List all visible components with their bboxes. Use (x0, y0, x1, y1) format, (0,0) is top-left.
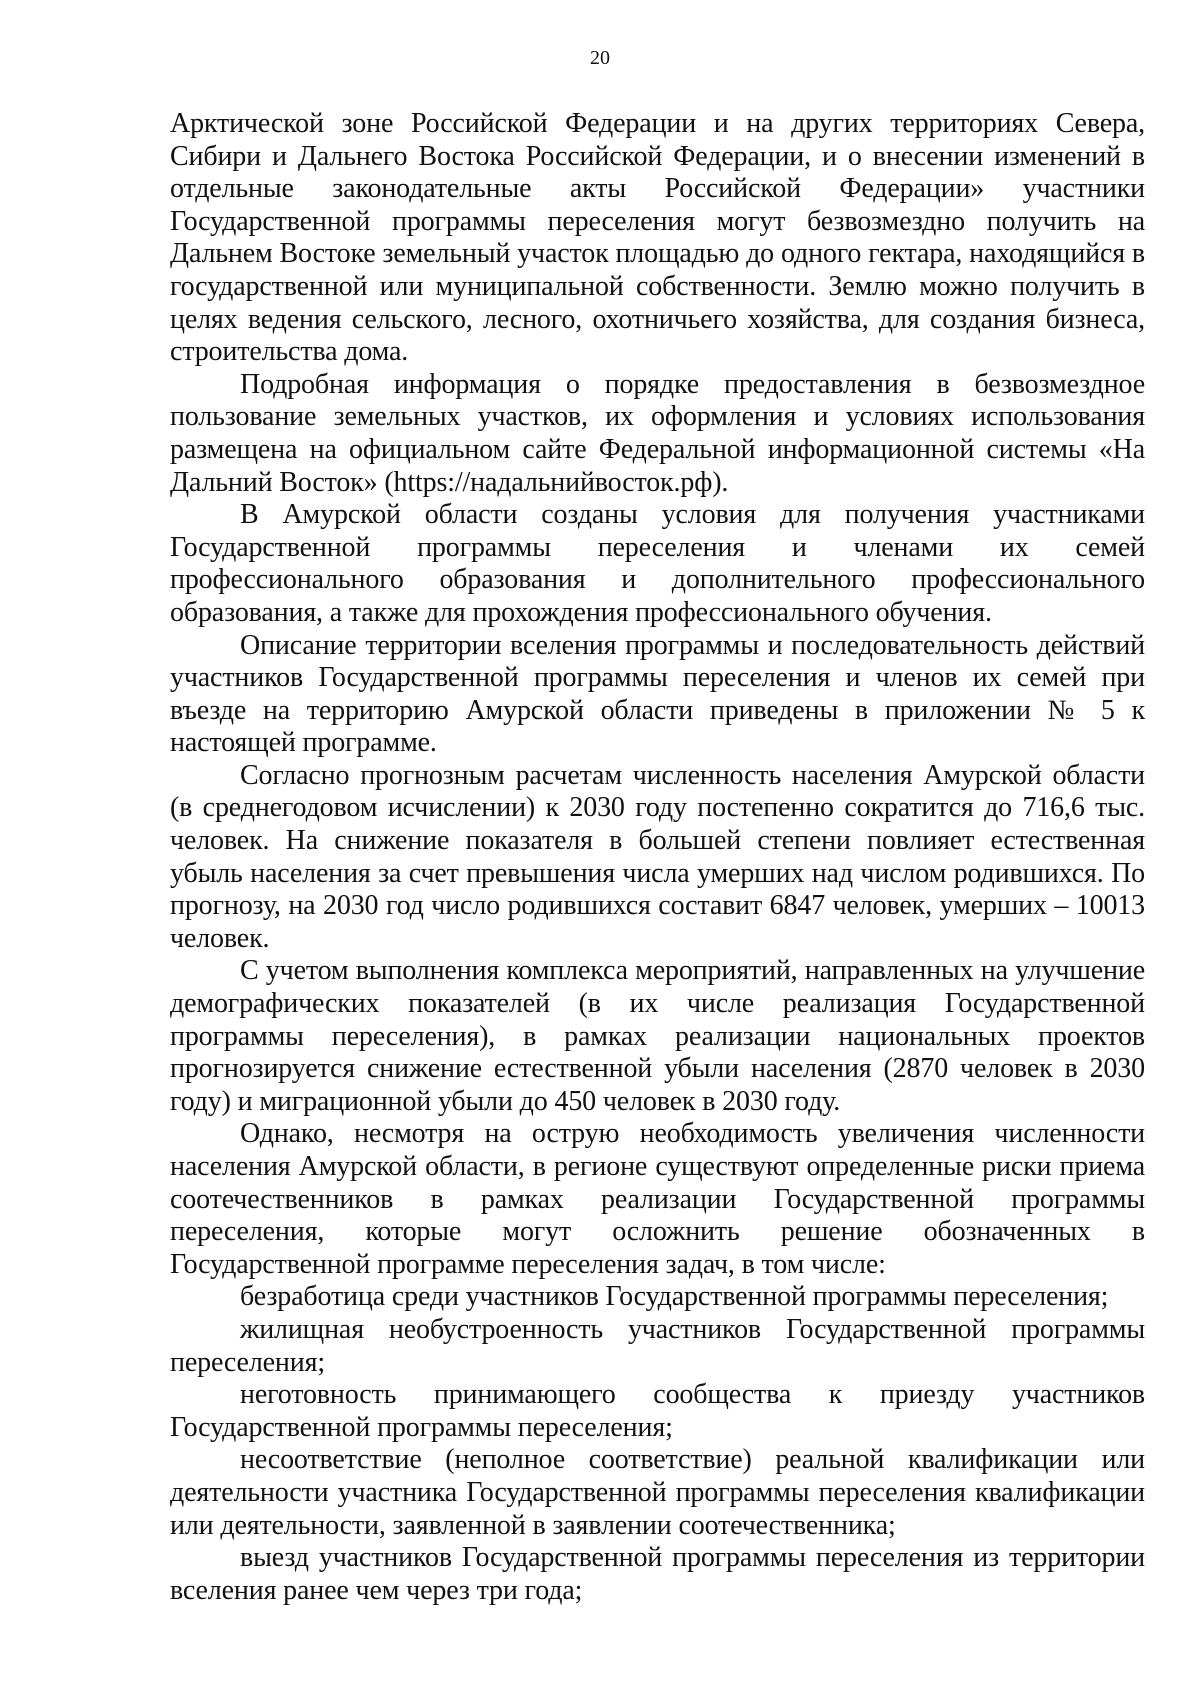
paragraph-population-forecast: Согласно прогнозным расчетам численность населения Амурской области (в среднегодовом исчислении) к 2030 году постепенно сократится до 716,6 тыс. человек. На снижение показателя в большей степени повлияет естественная убыль населения за счет превышения числа умерших над числом родившихся. По прогнозу, на 2030 год число родившихся составит 6847 человек, умерших – 10013 человек. (170, 759, 1145, 954)
paragraph-education: В Амурской области созданы условия для получения участниками Государственной программы переселения и членами их семей профессионального образования и дополнительного профессионального образования, а также для прохождения профессионального обучения. (170, 499, 1145, 628)
page-number: 20 (590, 47, 610, 69)
risk-item-unemployment: безработица среди участников Государственной программы переселения; (240, 1281, 1109, 1313)
paragraph-demographic-measures: С учетом выполнения комплекса мероприятий, направленных на улучшение демографических показателей (в их числе реализация Государственной программы переселения), в рамках реализации национальных проектов прогнозируется снижение естественной убыли населения (2870 человек в 2030 году) и миграционной убыли до 450 человек в 2030 году. (170, 955, 1145, 1117)
risk-item-community-readiness: неготовность принимающего сообщества к приезду участников Государственной программы переселения; (170, 1379, 1145, 1443)
risk-item-housing: жилищная необустроенность участников Государственной программы переселения; (170, 1313, 1145, 1378)
paragraph-land-info: Подробная информация о порядке предоставления в безвозмездное пользование земельных участков, их оформления и условиях использования размещена на официальном сайте Федеральной информационной системы «На Дальний Восток» (https://надальнийвосток.рф). (170, 368, 1145, 498)
paragraph-risks-intro: Однако, несмотря на острую необходимость увеличения численности населения Амурской области, в регионе существуют определенные риски приема соотечественников в рамках реализации Государственной программы переселения, которые могут осложнить решение обозначенных в Государственной программе переселения задач, в том числе: (170, 1118, 1145, 1280)
risk-item-qualification-mismatch: несоответствие (неполное соответствие) реальной квалификации или деятельности участника Государственной программы переселения квалификации или деятельности, заявленной в заявлении соотечественника; (170, 1444, 1145, 1541)
paragraph-continuation: Арктической зоне Российской Федерации и на других территориях Севера, Сибири и Дальнего Востока Российской Федерации, и о внесении изменений в отдельные законодательные акты Российской Федерации» участники Государственной программы переселения могут безвозмездно получить на Дальнем Востоке земельный участок площадью до одного гектара, находящийся в государственной или муниципальной собственности. Землю можно получить в целях ведения сельского, лесного, охотничьего хозяйства, для создания бизнеса, строительства дома. (170, 108, 1145, 368)
paragraph-territory-description: Описание территории вселения программы и последовательность действий участников Государственной программы переселения и членов их семей при въезде на территорию Амурской области приведены в приложении № 5 к настоящей программе. (170, 629, 1145, 759)
risk-item-early-departure: выезд участников Государственной программы переселения из территории вселения ранее чем через три года; (170, 1542, 1145, 1606)
document-body (170, 108, 1145, 1607)
